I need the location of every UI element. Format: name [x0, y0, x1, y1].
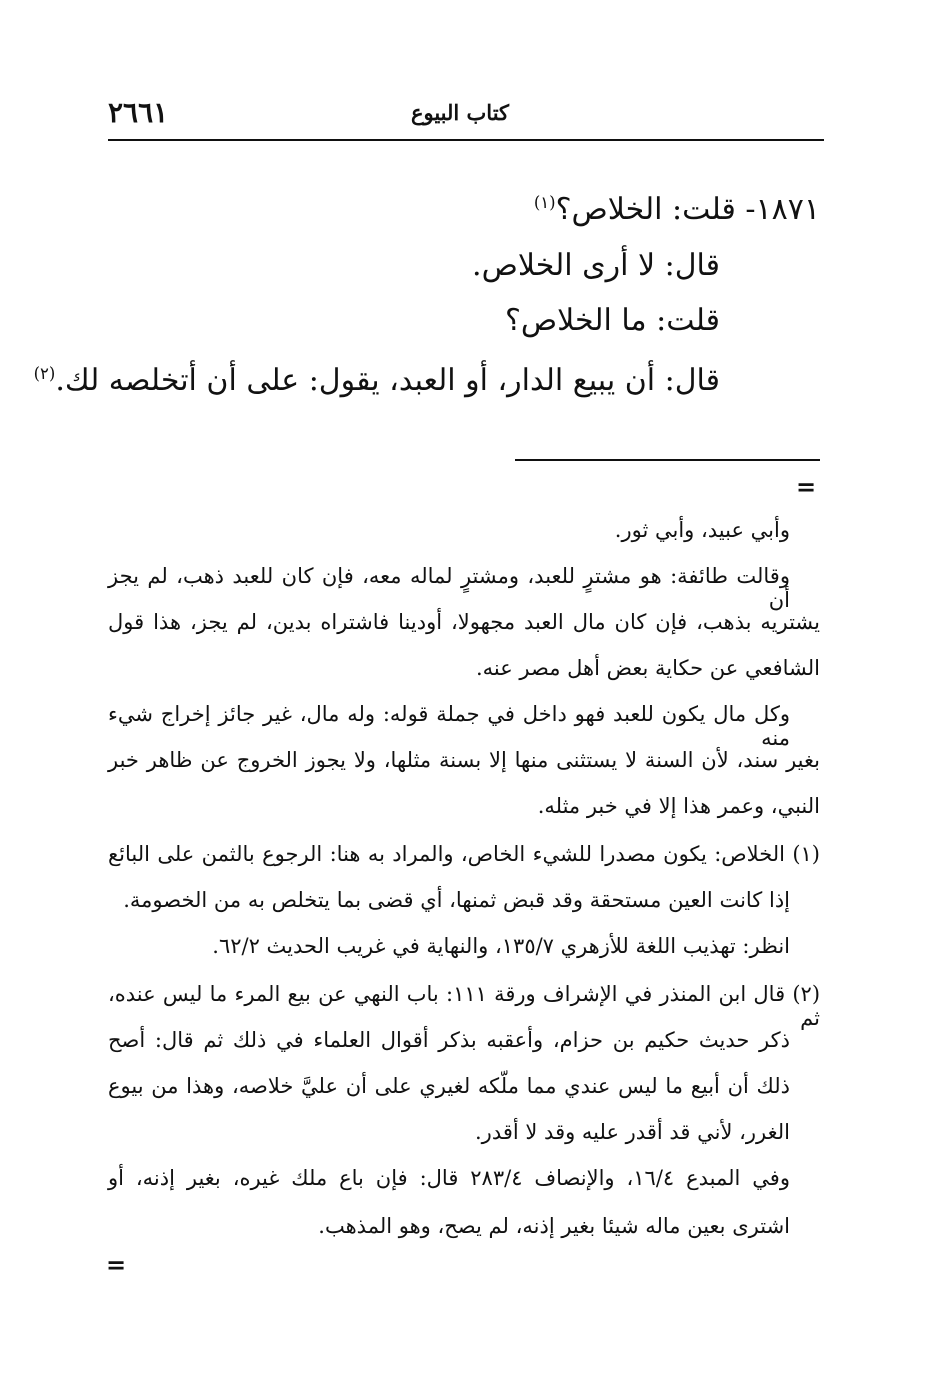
running-header-title: كتاب البيوع: [410, 100, 510, 125]
footnote-2-line: الغرر، لأني قد أقدر عليه وقد لا أقدر.: [475, 1120, 790, 1144]
footnote-2-line: اشترى بعين ماله شيئا بغير إذنه، لم يصح، وهو المذهب.: [318, 1214, 790, 1238]
footnote-separator: [515, 459, 820, 461]
footnote-ref-1[interactable]: (١): [533, 193, 556, 212]
footnote-1-line: إذا كانت العين مستحقة وقد قبض ثمنها، أي قضى بما يتخلص به من الخصومة.: [123, 888, 790, 912]
footnote-continued-line: الشافعي عن حكاية بعض أهل مصر عنه.: [475, 656, 820, 680]
footnote-continued-line: وكل مال يكون للعبد فهو داخل في جملة قوله: وله مال، غير جائز إخراج شيء منه: [108, 702, 790, 750]
footnote-continued-line: يشتريه بذهب، فإن كان مال العبد مجهولا، أودينا فاشتراه بدين، لم يجز، هذا قول: [108, 610, 820, 634]
entry-number: ١٨٧١: [755, 192, 820, 227]
footnote-1-line: انظر: تهذيب اللغة للأزهري ١٣٥/٧، والنهاية في غريب الحديث ٦٢/٢.: [212, 934, 790, 958]
entry-line-1: [534, 192, 820, 227]
entry-question: - قلت: الخلاص؟: [555, 192, 756, 227]
footnote-1-line: (١) الخلاص: يكون مصدرا للشيء الخاص، والمراد به هنا: الرجوع بالثمن على البائع: [108, 842, 820, 866]
entry-answer: قال: أن يبيع الدار، أو العبد، يقول: على أن أتخلصه لك.: [55, 363, 720, 398]
footnote-continued-line: وأبي عبيد، وأبي ثور.: [614, 518, 790, 542]
footnote-continued-line: النبي، وعمر هذا إلا في خبر مثله.: [537, 794, 820, 818]
entry-line-2: قال: لا أرى الخلاص.: [472, 248, 720, 283]
footnote-2-line: ذكر حديث حكيم بن حزام، وأعقبه بذكر أقوال العلماء في ذلك ثم قال: أصح: [108, 1028, 790, 1052]
entry-line-4: [34, 363, 720, 398]
page-number: ٢٦٦١: [108, 96, 169, 129]
footnote-2-line: (٢) قال ابن المنذر في الإشراف ورقة ١١١: باب النهي عن بيع المرء ما ليس عنده، ثم: [108, 982, 821, 1030]
footnote-2-line: ذلك أن أبيع ما ليس عندي مما ملّكه لغيري على أن عليَّ خلاصه، وهذا من بيوع: [108, 1074, 790, 1098]
continuation-mark-top: =: [796, 472, 817, 501]
footnote-continued-line: بغير سند، لأن السنة لا يستثنى منها إلا بسنة مثلها، ولا يجوز الخروج عن ظاهر خبر: [108, 748, 820, 772]
entry-line-3: قلت: ما الخلاص؟: [504, 303, 720, 338]
footnote-ref-2[interactable]: (٢): [33, 364, 56, 383]
continuation-mark-bottom: =: [106, 1250, 127, 1279]
header-rule: [108, 139, 824, 141]
footnote-2-line: وفي المبدع ١٦/٤، والإنصاف ٢٨٣/٤ قال: فإن باع ملك غيره، بغير إذنه، أو: [108, 1166, 790, 1190]
footnote-continued-line: وقالت طائفة: هو مشترٍ للعبد، ومشترٍ لماله معه، فإن كان للعبد ذهب، لم يجز أن: [108, 564, 790, 612]
